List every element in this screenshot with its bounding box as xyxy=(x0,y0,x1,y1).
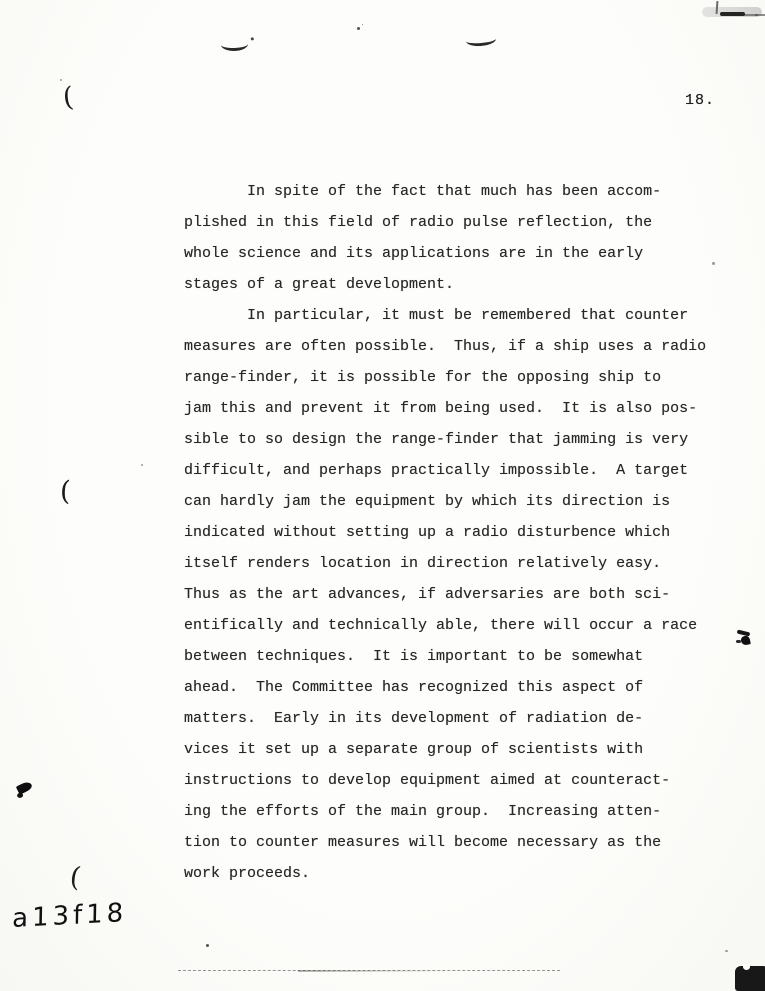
text-line: matters. Early in its development of radiation de- xyxy=(184,710,644,727)
text-line: difficult, and perhaps practically impossible. A target xyxy=(184,462,689,479)
scan-artifact-ink-mark-right xyxy=(733,630,753,648)
scan-artifact-bottom-line xyxy=(178,970,560,971)
text-line: Thus as the art advances, if adversaries are both sci- xyxy=(184,586,671,603)
text-line: tion to counter measures will become necessary as the xyxy=(184,834,662,851)
margin-paren-mark: ( xyxy=(59,475,72,508)
text-line: vices it set up a separate group of scientists with xyxy=(184,741,644,758)
scan-artifact-ink-mark-left xyxy=(16,780,33,795)
text-line: instructions to develop equipment aimed at counteract- xyxy=(184,772,671,789)
handwritten-archive-code: a13f18 xyxy=(11,897,128,935)
text-line: between techniques. It is important to be somewhat xyxy=(184,648,644,665)
scan-speck xyxy=(206,944,209,947)
text-line: plished in this field of radio pulse reflection, the xyxy=(184,214,653,231)
text-line: whole science and its applications are in the early xyxy=(184,245,644,262)
text-line: stages of a great development. xyxy=(184,276,455,293)
scan-speck xyxy=(141,464,143,466)
scan-artifact-top-dash-left xyxy=(221,38,248,52)
scan-speck xyxy=(712,262,715,265)
text-line: ing the efforts of the main group. Increasing atten- xyxy=(184,803,662,820)
text-line: range-finder, it is possible for the opposing ship to xyxy=(184,369,662,386)
scan-artifact-top-dots xyxy=(357,27,360,30)
text-line: indicated without setting up a radio disturbence which xyxy=(184,524,671,541)
scan-artifact-top-right-smudge xyxy=(702,1,764,23)
margin-paren-mark: ( xyxy=(67,861,83,894)
text-line: work proceeds. xyxy=(184,865,311,882)
typed-text xyxy=(184,176,706,889)
text-line: sible to so design the range-finder that jamming is very xyxy=(184,431,689,448)
margin-paren-mark: ( xyxy=(61,81,76,114)
scan-speck xyxy=(725,950,728,952)
text-line: entifically and technically able, there will occur a race xyxy=(184,617,698,634)
text-line: ahead. The Committee has recognized this aspect of xyxy=(184,679,644,696)
text-line: In spite of the fact that much has been accom- xyxy=(184,183,662,200)
text-line: In particular, it must be remembered that counter xyxy=(184,307,689,324)
scan-artifact-bottom-right-blob xyxy=(735,966,765,991)
scan-speck xyxy=(60,79,62,81)
text-line: measures are often possible. Thus, if a ship uses a radio xyxy=(184,338,707,355)
text-line: itself renders location in direction relatively easy. xyxy=(184,555,662,572)
page-number: 18. xyxy=(685,92,716,109)
text-line: can hardly jam the equipment by which its direction is xyxy=(184,493,671,510)
scan-artifact-top-dash-right xyxy=(466,33,497,48)
text-line: jam this and prevent it from being used. It is also pos- xyxy=(184,400,698,417)
